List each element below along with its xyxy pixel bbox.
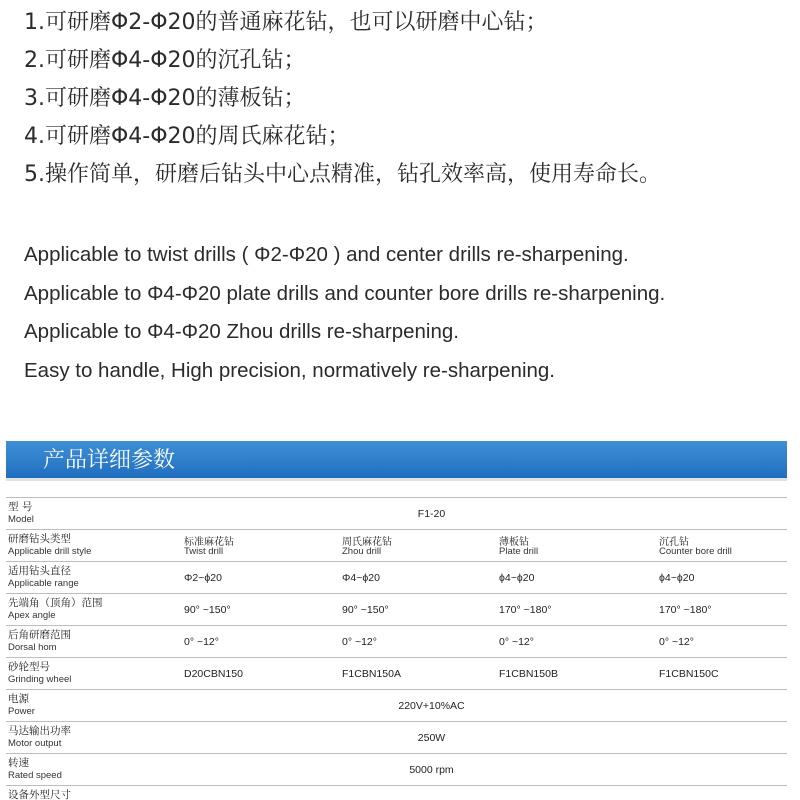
spec-label-cn: 先端角（顶角）范围 bbox=[8, 597, 103, 609]
feature-en-1: Applicable to twist drills ( Φ2-Φ20 ) and center drills re-sharpening. bbox=[24, 243, 629, 266]
spec-label-cn: 型 号 bbox=[8, 501, 33, 513]
spec-value: 170° ~180° bbox=[499, 604, 552, 616]
spec-table bbox=[6, 497, 787, 800]
section-header bbox=[6, 441, 787, 481]
spec-value: D20CBN150 bbox=[184, 668, 243, 680]
spec-label-cn: 砂轮型号 bbox=[8, 661, 50, 673]
spec-label-en: Apex angle bbox=[8, 610, 56, 621]
spec-value: F1-20 bbox=[417, 508, 446, 520]
spec-value: F1CBN150B bbox=[499, 668, 558, 680]
spec-value-en: Twist drill bbox=[184, 546, 224, 557]
spec-value: 90° ~150° bbox=[184, 604, 231, 616]
spec-label-en: Power bbox=[8, 706, 35, 717]
spec-label-cn: 电源 bbox=[8, 693, 29, 705]
spec-label-cn: 转速 bbox=[8, 757, 29, 769]
spec-value: F1CBN150C bbox=[659, 668, 719, 680]
spec-value: 5000 rpm bbox=[409, 764, 454, 776]
spec-value: 0° ~12° bbox=[659, 636, 694, 648]
spec-row-speed bbox=[6, 753, 787, 785]
spec-value-cn: 薄板钻 bbox=[499, 537, 529, 548]
spec-value: Φ4~ϕ20 bbox=[342, 572, 380, 584]
features-cn-list bbox=[24, 4, 661, 194]
spec-label-en: Applicable range bbox=[8, 578, 79, 589]
spec-row-dorsal bbox=[6, 625, 787, 657]
spec-value-en: Counter bore drill bbox=[659, 546, 732, 557]
spec-label-cn: 适用钻头直径 bbox=[8, 565, 71, 577]
spec-label-en: Rated speed bbox=[8, 770, 62, 781]
feature-cn-5: 5.操作简单，研磨后钻头中心点精准，钻孔效率高，使用寿命长。 bbox=[24, 162, 661, 187]
spec-row-dimensions bbox=[6, 785, 787, 800]
spec-label-cn: 研磨钻头类型 bbox=[8, 533, 71, 545]
spec-row-wheel bbox=[6, 657, 787, 689]
spec-value-en: Plate drill bbox=[499, 546, 539, 557]
spec-label-cn: 设备外型尺寸 bbox=[8, 789, 71, 800]
spec-value: 0° ~12° bbox=[342, 636, 377, 648]
spec-value: 0° ~12° bbox=[184, 636, 219, 648]
spec-value-en: Zhou drill bbox=[342, 546, 382, 557]
spec-value-cn: 周氏麻花钻 bbox=[342, 537, 392, 548]
spec-value: ϕ4~ϕ20 bbox=[659, 572, 695, 584]
spec-row-apex bbox=[6, 593, 787, 625]
spec-value-cn: 标准麻花钻 bbox=[184, 537, 234, 548]
spec-row-drill-style bbox=[6, 529, 787, 561]
feature-cn-4: 4.可研磨Φ4-Φ20的周氏麻花钻； bbox=[24, 124, 350, 149]
feature-cn-3: 3.可研磨Φ4-Φ20的薄板钻； bbox=[24, 86, 306, 111]
spec-label-en: Motor output bbox=[8, 738, 62, 749]
feature-cn-2: 2.可研磨Φ4-Φ20的沉孔钻； bbox=[24, 48, 306, 73]
spec-label-en: Dorsal hom bbox=[8, 642, 57, 653]
spec-value: Φ2~ϕ20 bbox=[184, 572, 222, 584]
spec-label-cn: 后角研磨范围 bbox=[8, 629, 71, 641]
spec-value: ϕ4~ϕ20 bbox=[499, 572, 535, 584]
feature-en-4: Easy to handle, High precision, normatively re-sharpening. bbox=[24, 358, 555, 382]
feature-en-2: Applicable to Φ4-Φ20 plate drills and counter bore drills re-sharpening. bbox=[24, 281, 666, 305]
spec-value: 170° ~180° bbox=[659, 604, 712, 616]
spec-value: 220V+10%AC bbox=[398, 700, 465, 712]
spec-value: 90° ~150° bbox=[342, 604, 389, 616]
spec-value: 250W bbox=[417, 732, 446, 744]
spec-label-en: Model bbox=[8, 514, 34, 525]
spec-label-cn: 马达输出功率 bbox=[8, 725, 71, 737]
spec-row-range bbox=[6, 561, 787, 593]
spec-value: 0° ~12° bbox=[499, 636, 534, 648]
spec-row-motor bbox=[6, 721, 787, 753]
spec-value: F1CBN150A bbox=[342, 668, 401, 680]
section-title: 产品详细参数 bbox=[43, 448, 176, 473]
spec-label-en: Grinding wheel bbox=[8, 674, 72, 685]
feature-en-3: Applicable to Φ4-Φ20 Zhou drills re-sharpening. bbox=[24, 320, 459, 343]
spec-row-model bbox=[6, 497, 787, 529]
spec-label-en: Applicable drill style bbox=[8, 546, 92, 557]
spec-value-cn: 沉孔钻 bbox=[659, 537, 689, 548]
feature-cn-1: 1.可研磨Φ2-Φ20的普通麻花钻，也可以研磨中心钻； bbox=[24, 10, 548, 35]
features-en-list bbox=[24, 236, 665, 390]
spec-row-power bbox=[6, 689, 787, 721]
